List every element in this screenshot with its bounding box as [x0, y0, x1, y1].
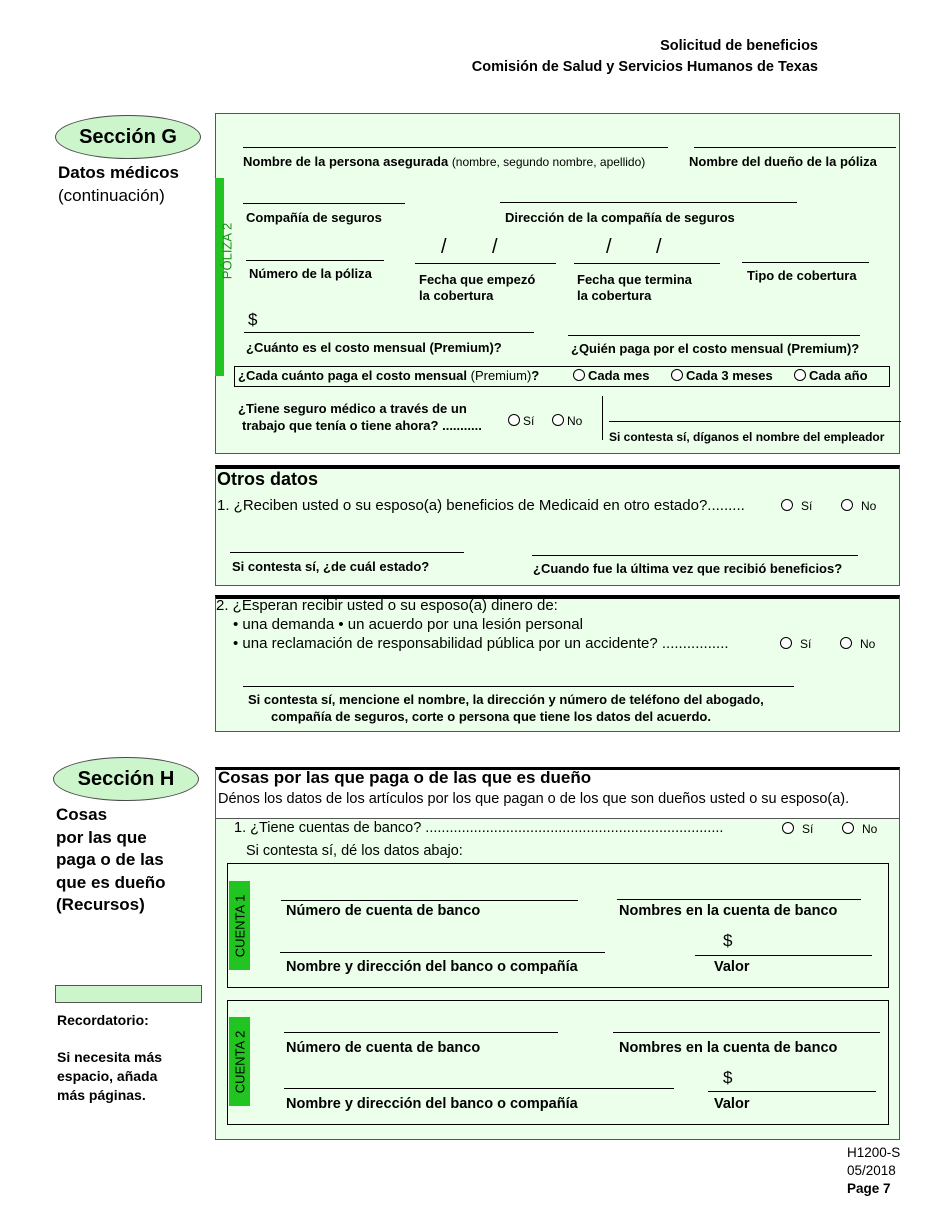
start-date-label-2: la cobertura [419, 288, 494, 303]
freq-3months-radio[interactable] [671, 369, 683, 381]
section-g-subtitle: (continuación) [58, 186, 165, 205]
bank-yes-option[interactable]: Sí [782, 822, 813, 836]
insured-name-label: Nombre de la persona asegurada (nombre, segundo nombre, apellido) [243, 154, 646, 169]
account-1-currency: $ [723, 931, 733, 950]
account-1-number-label: Número de cuenta de banco [286, 903, 481, 919]
monthly-cost-label: ¿Cuánto es el costo mensual (Premium)? [246, 340, 502, 355]
which-state-line[interactable] [230, 552, 464, 553]
reminder-title: Recordatorio: [57, 1012, 149, 1028]
resources-title: Cosas por las que paga o de las que es dueño [218, 768, 592, 787]
settlement-question-1: 2. ¿Esperan recibir usted o su esposo(a) dinero de: [216, 597, 558, 614]
account-2-value-line[interactable] [708, 1091, 876, 1092]
account-2-currency: $ [723, 1068, 733, 1087]
account-1-names-label: Nombres en la cuenta de banco [619, 903, 838, 919]
policy-2-tab-text: PÓLIZA 2 [219, 222, 235, 280]
employer-name-line[interactable] [609, 421, 901, 422]
job-insurance-question-2: trabajo que tenía o tiene ahora? ........... [242, 418, 482, 433]
side-title-line-3: paga o de las [56, 850, 164, 869]
monthly-cost-line[interactable] [244, 332, 534, 333]
bank-no-option[interactable]: No [842, 822, 877, 836]
medicaid-yes-radio[interactable] [781, 499, 793, 511]
job-insurance-no-radio[interactable] [552, 414, 564, 426]
freq-monthly-radio[interactable] [573, 369, 585, 381]
reminder-text [57, 1048, 162, 1105]
reminder-line-1: Si necesita más [57, 1049, 163, 1065]
reminder-box [55, 985, 202, 1003]
bank-accounts-question: 1. ¿Tiene cuentas de banco? .......................................................................... [234, 820, 724, 836]
policy-2-tab-text-box [216, 178, 238, 324]
job-insurance-no-option[interactable]: No [552, 414, 582, 428]
policy-owner-label: Nombre del dueño de la póliza [689, 154, 877, 169]
freq-yearly-radio[interactable] [794, 369, 806, 381]
freq-monthly-option[interactable]: Cada mes [573, 367, 649, 385]
employer-divider [602, 396, 603, 440]
section-h-pill: Sección H [53, 757, 199, 801]
settlement-no-option[interactable]: No [840, 637, 875, 651]
job-insurance-question-1: ¿Tiene seguro médico a través de un [238, 401, 467, 416]
insurance-company-line[interactable] [243, 203, 405, 204]
settlement-answer-2: compañía de seguros, corte o persona que tiene los datos del acuerdo. [271, 709, 711, 724]
account-2-bank-name-label: Nombre y dirección del banco o compañía [286, 1096, 578, 1112]
freq-yearly-option[interactable]: Cada año [794, 367, 868, 385]
settlement-yes-option[interactable]: Sí [780, 637, 811, 651]
medicaid-no-option[interactable]: No [841, 499, 876, 513]
settlement-answer-1: Si contesta sí, mencione el nombre, la dirección y número de teléfono del abogado, [248, 692, 764, 707]
insurance-company-label: Compañía de seguros [246, 210, 382, 225]
section-g-pill: Sección G [55, 115, 201, 159]
form-code: H1200-S [847, 1145, 901, 1160]
start-date-line[interactable] [415, 263, 556, 264]
side-title-line-1: Cosas [56, 805, 108, 824]
end-date-line[interactable] [574, 263, 720, 264]
medicaid-no-radio[interactable] [841, 499, 853, 511]
coverage-type-label: Tipo de cobertura [747, 268, 857, 283]
account-1-names-line[interactable] [617, 899, 861, 900]
section-g-title: Datos médicos [58, 163, 179, 182]
otros-datos-title: Otros datos [217, 469, 319, 489]
account-1-number-line[interactable] [281, 900, 578, 901]
form-date: 05/2018 [847, 1163, 896, 1178]
policy-number-line[interactable] [246, 260, 384, 261]
policy-number-label: Número de la póliza [249, 266, 372, 281]
settlement-yes-radio[interactable] [780, 637, 792, 649]
side-title-line-4: que es dueño [56, 872, 166, 892]
bank-yes-radio[interactable] [782, 822, 794, 834]
settlement-no-radio[interactable] [840, 637, 852, 649]
company-address-line[interactable] [500, 202, 797, 203]
reminder-line-3: más páginas. [57, 1087, 146, 1103]
medicaid-yes-option[interactable]: Sí [781, 499, 812, 513]
last-time-line[interactable] [532, 555, 858, 556]
coverage-type-line[interactable] [742, 262, 869, 263]
end-date-slash-1: / [606, 236, 612, 258]
who-pays-label: ¿Quién paga por el costo mensual (Premium)? [571, 341, 860, 356]
settlement-question-3: • una reclamación de responsabilidad pública por un accidente? ................ [233, 635, 729, 652]
account-1-value-label: Valor [714, 959, 750, 975]
monthly-cost-currency: $ [248, 310, 258, 329]
freq-3months-option[interactable]: Cada 3 meses [671, 367, 773, 385]
job-insurance-yes-radio[interactable] [508, 414, 520, 426]
account-1-bank-name-line[interactable] [280, 952, 605, 953]
account-1-tab-text: CUENTA 1 [232, 894, 247, 957]
last-time-label: ¿Cuando fue la última vez que recibió beneficios? [533, 561, 843, 576]
end-date-label-2: la cobertura [577, 288, 652, 303]
end-date-label-1: Fecha que termina [577, 272, 692, 287]
end-date-slash-2: / [656, 236, 662, 258]
insured-name-line[interactable] [243, 147, 668, 148]
job-insurance-yes-option[interactable]: Sí [508, 414, 534, 428]
side-title-line-2: por las que [56, 827, 147, 847]
settlement-question-2: • una demanda • un acuerdo por una lesión personal [233, 616, 583, 633]
account-1-bank-name-label: Nombre y dirección del banco o compañía [286, 959, 578, 975]
start-date-slash-2: / [492, 236, 498, 258]
page-number: Page 7 [847, 1181, 891, 1196]
account-2-number-line[interactable] [284, 1032, 558, 1033]
bank-if-yes: Si contesta sí, dé los datos abajo: [246, 843, 463, 859]
account-2-bank-name-line[interactable] [284, 1088, 674, 1089]
policy-owner-line[interactable] [694, 147, 896, 148]
account-2-number-label: Número de cuenta de banco [286, 1040, 481, 1056]
company-address-label: Dirección de la compañía de seguros [505, 210, 735, 225]
resources-subtitle: Dénos los datos de los artículos por los que pagan o de los que son dueños usted o su esposo(a). [218, 791, 850, 807]
reminder-line-2: espacio, añada [57, 1068, 158, 1084]
header-line-2: Comisión de Salud y Servicios Humanos de Texas [471, 59, 818, 75]
start-date-slash-1: / [441, 236, 447, 258]
account-2-names-label: Nombres en la cuenta de banco [619, 1040, 838, 1056]
account-1-tab [229, 881, 250, 970]
account-2-value-label: Valor [714, 1096, 750, 1112]
account-2-tab-text: CUENTA 2 [232, 1030, 247, 1093]
payment-frequency-question: ¿Cada cuánto paga el costo mensual (Premium)? [238, 368, 540, 383]
who-pays-line[interactable] [568, 335, 860, 336]
header-line-1: Solicitud de beneficios [660, 38, 818, 54]
account-2-tab [229, 1017, 250, 1106]
section-h-side-title [56, 804, 166, 917]
which-state-label: Si contesta sí, ¿de cuál estado? [232, 559, 430, 574]
medicaid-question: 1. ¿Reciben usted o su esposo(a) beneficios de Medicaid en otro estado?......... [217, 497, 745, 514]
side-title-line-5: (Recursos) [56, 895, 145, 914]
employer-label: Si contesta sí, díganos el nombre del empleador [609, 430, 885, 444]
settlement-details-line[interactable] [243, 686, 794, 687]
bank-no-radio[interactable] [842, 822, 854, 834]
account-2-names-line[interactable] [613, 1032, 880, 1033]
start-date-label-1: Fecha que empezó [419, 272, 536, 287]
account-1-value-line[interactable] [695, 955, 872, 956]
